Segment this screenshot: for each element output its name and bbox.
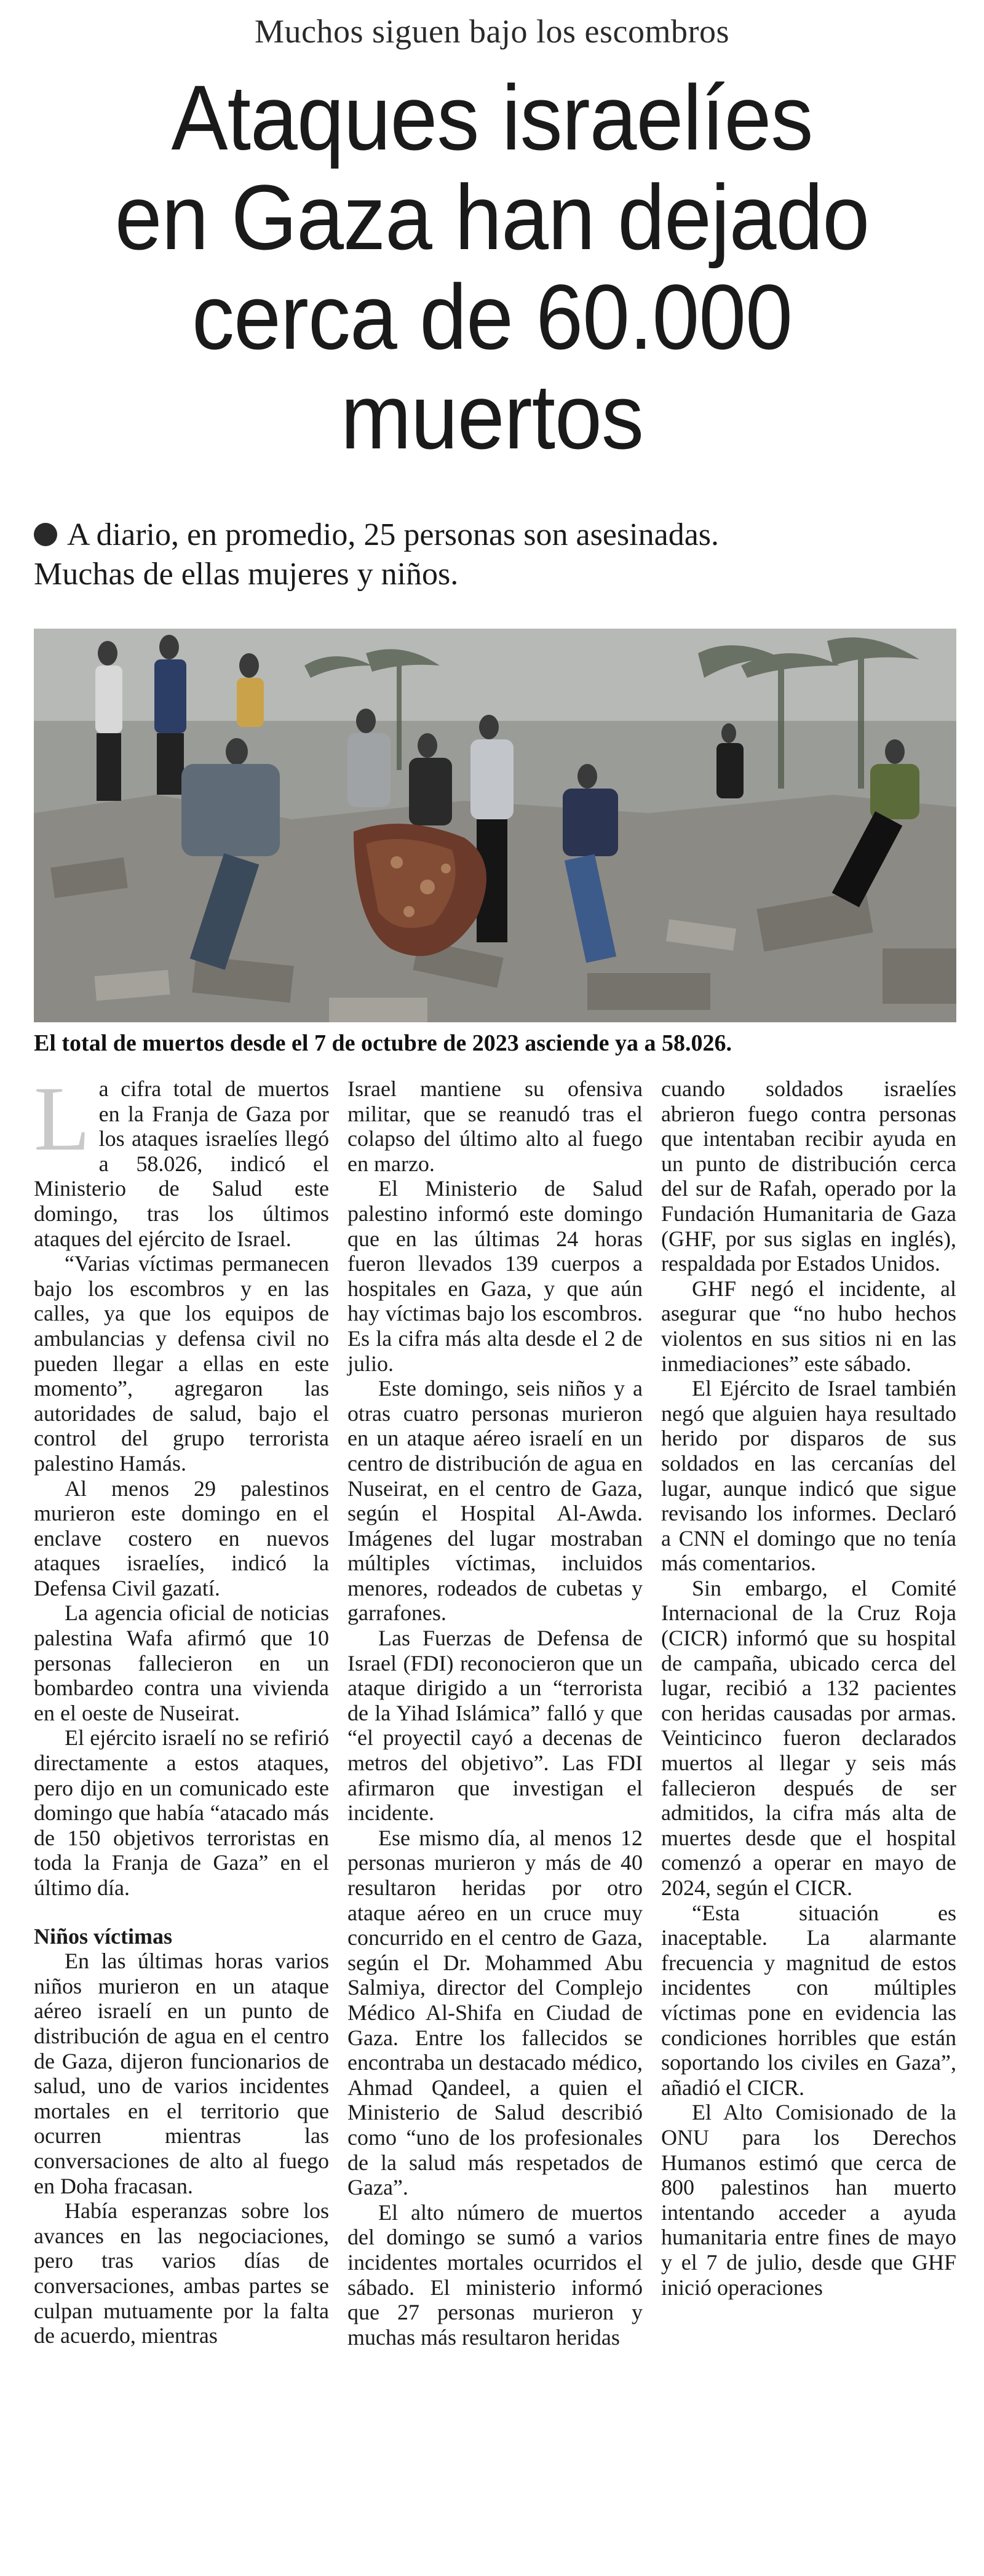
headline-line-1: Ataques israelíes bbox=[171, 66, 813, 169]
paragraph: “Varias víctimas permanecen bajo los escombros y en las calles, ya que los equipos de ambulancias y defensa civil no pueden llegar a ellas en este momento”, agregaron las autoridades de salud, bajo el control del grupo terrorista palestino Hamás. bbox=[34, 1251, 329, 1476]
news-photo bbox=[34, 629, 956, 1022]
subheadline bbox=[34, 515, 956, 594]
paragraph: Había esperanzas sobre los avances en las negociaciones, pero tras varios días de conversaciones, ambas partes se culpan mutuamente por la falta de acuerdo, mientras bbox=[34, 2198, 329, 2348]
paragraph: Israel mantiene su ofensiva militar, que se reanudó tras el colapso del último alto al fuego en marzo. bbox=[347, 1076, 643, 1176]
paragraph: a cifra total de muertos en la Franja de Gaza por los ataques israelíes llegó a 58.026, indicó el Ministerio de Salud este domingo, tras los últimos ataques del ejército de Israel. bbox=[34, 1076, 329, 1251]
headline-line-3: cerca de 60.000 bbox=[192, 265, 792, 368]
paragraph: El ejército israelí no se refirió directamente a estos ataques, pero dijo en un comunicado este domingo que había “atacado más de 150 objetivos terroristas en toda la Franja de Gaza” en el último día. bbox=[34, 1725, 329, 1900]
subheadline-line-1 bbox=[34, 515, 956, 555]
paragraph: Al menos 29 palestinos murieron este domingo en el enclave costero en nuevos ataques israelíes, indicó la Defensa Civil gazatí. bbox=[34, 1476, 329, 1600]
headline-line-4: muertos bbox=[340, 365, 644, 468]
paragraph: Sin embargo, el Comité Internacional de la Cruz Roja (CICR) informó que su hospital de campaña, ubicado cerca del lugar, recibió a 132 pacientes con heridas causadas por armas. Veinticinco fueron declarados muertos al llegar y seis más fallecieron después de ser admitidos, la cifra más alta de muertes desde que el hospital comenzó a operar en mayo de 2024, según el CICR. bbox=[661, 1575, 956, 1900]
photo-caption: El total de muertos desde el 7 de octubre de 2023 asciende ya a 58.026. bbox=[34, 1030, 732, 1056]
paragraph: El alto número de muertos del domingo se sumó a varios incidentes mortales ocurridos el sábado. El ministerio informó que 27 personas murieron y muchas más resultaron heridas bbox=[347, 2200, 643, 2350]
paragraph: El Alto Comisionado de la ONU para los Derechos Humanos estimó que cerca de 800 palestinos han muerto intentando acceder a ayuda humanitaria entre fines de mayo y el 7 de julio, desde que GHF inició operaciones bbox=[661, 2100, 956, 2300]
paragraph: La agencia oficial de noticias palestina Wafa afirmó que 10 personas fallecieron en un bombardeo contra una vivienda en el oeste de Nuseirat. bbox=[34, 1600, 329, 1725]
bullet-icon bbox=[34, 523, 57, 546]
paragraph: “Esta situación es inaceptable. La alarmante frecuencia y magnitud de estos incidentes con múltiples víctimas pone en evidencia las condiciones horribles que están soportando los civiles en Gaza”, añadió el CICR. bbox=[661, 1900, 956, 2100]
article-column-2 bbox=[347, 1076, 643, 2565]
kicker: Muchos siguen bajo los escombros bbox=[255, 13, 729, 50]
headline-line-2: en Gaza han dejado bbox=[114, 165, 870, 269]
paragraph: Ese mismo día, al menos 12 personas murieron y más de 40 resultaron heridas por otro ataque aéreo en un cruce muy concurrido en el centro de Gaza, según el Dr. Mohammed Abu Salmiya, director del Complejo Médico Al-Shifa en Ciudad de Gaza. Entre los fallecidos se encontraba un destacado médico, Ahmad Qandeel, a quien el Ministerio de Salud describió como “uno de los profesionales de la salud más respetados de Gaza”. bbox=[347, 1825, 643, 2200]
subheadline-text-1: A diario, en promedio, 25 personas son asesinadas. bbox=[67, 517, 720, 552]
subheadline-line-2: Muchas de ellas mujeres y niños. bbox=[34, 557, 459, 592]
drop-cap: L bbox=[34, 1068, 90, 1170]
article-column-3 bbox=[661, 1076, 956, 2565]
paragraph: Este domingo, seis niños y a otras cuatro personas murieron en un ataque aéreo israelí en un centro de distribución de agua en Nuseirat, en el centro de Gaza, según el Hospital Al-Awda. Imágenes del lugar mostraban múltiples víctimas, incluidos menores, rodeados de cubetas y garrafones. bbox=[347, 1376, 643, 1626]
article-column-1 bbox=[34, 1068, 329, 2565]
photo-illustration bbox=[34, 629, 956, 1022]
paragraph: GHF negó el incidente, al asegurar que “no hubo hechos violentos en sus sitios ni en las inmediaciones” este sábado. bbox=[661, 1276, 956, 1376]
section-subhead: Niños víctimas bbox=[34, 1923, 172, 1949]
paragraph: Las Fuerzas de Defensa de Israel (FDI) reconocieron que un ataque dirigido a un “terrorista de la Yihad Islámica” falló y que “el proyectil cayó a decenas de metros del objetivo”. Las FDI afirmaron que investigan el incidente. bbox=[347, 1626, 643, 1826]
paragraph: En las últimas horas varios niños murieron en un ataque aéreo israelí en un punto de distribución de agua en el centro de Gaza, dijeron funcionarios de salud, uno de varios incidentes mortales en el territorio que ocurren mientras las conversaciones de alto al fuego en Doha fracasan. bbox=[34, 1949, 329, 2198]
paragraph: El Ejército de Israel también negó que alguien haya resultado herido por disparos de sus soldados en las cercanías del lugar, aunque indicó que sigue revisando los informes. Declaró a CNN el domingo que no tenía más comentarios. bbox=[661, 1376, 956, 1576]
paragraph: cuando soldados israelíes abrieron fuego contra personas que intentaban recibir ayuda en un punto de distribución cerca del sur de Rafah, operado por la Fundación Humanitaria de Gaza (GHF, por sus siglas en inglés), respaldada por Estados Unidos. bbox=[661, 1076, 956, 1276]
headline bbox=[62, 68, 922, 466]
paragraph: El Ministerio de Salud palestino informó este domingo que en las últimas 24 horas fueron llevados 139 cuerpos a hospitales en Gaza, y que aún hay víctimas bajo los escombros. Es la cifra más alta desde el 2 de julio. bbox=[347, 1176, 643, 1376]
article-body bbox=[34, 1068, 956, 2565]
